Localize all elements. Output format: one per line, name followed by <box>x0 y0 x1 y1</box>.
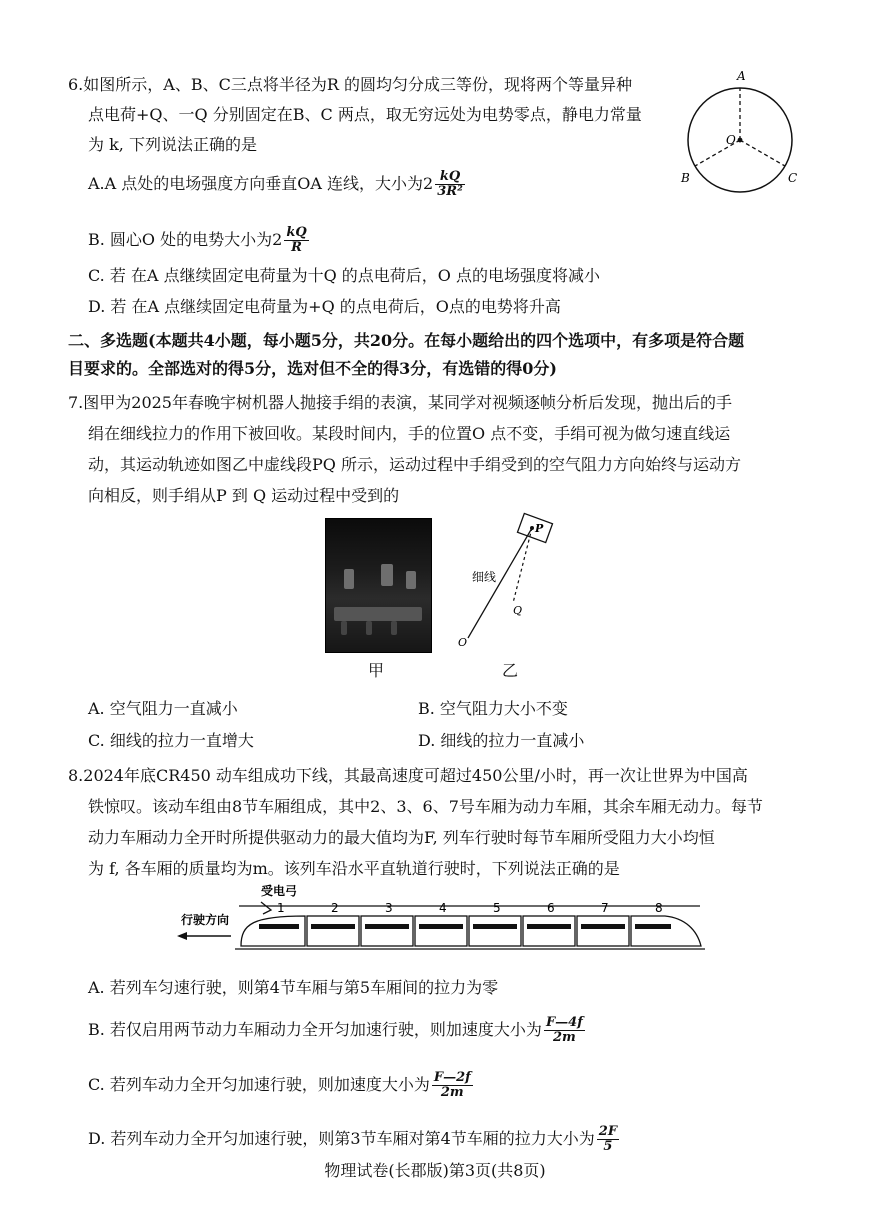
q8-car-number-6: 6 <box>547 901 555 915</box>
q8-option-b-denominator: 2m <box>552 1030 576 1045</box>
q8-car-4-shape <box>415 916 467 946</box>
q8-option-c-fraction <box>432 1071 473 1100</box>
q6-option-b <box>88 226 311 255</box>
q7-figure-jia-caption: 甲 <box>368 661 385 680</box>
q8-option-d-numerator: 2F <box>598 1124 618 1139</box>
q8-car-number-1: 1 <box>277 901 285 915</box>
q8-option-b-fraction <box>544 1016 585 1045</box>
q6-option-d: D. 若 在A 点继续固定电荷量为+Q 的点电荷后，O点的电势将升高 <box>88 297 561 316</box>
q8-car-8-shape <box>631 916 701 946</box>
q7-option-d: D. 细线的拉力一直减小 <box>418 731 585 750</box>
q6-option-a <box>88 170 467 199</box>
q7-stem-line3: 动，其运动轨迹如图乙中虚线段PQ 所示，运动过程中手绢受到的空气阻力方向始终与运动方 <box>88 455 741 474</box>
q8-car-number-7: 7 <box>601 901 609 915</box>
q8-train-figure <box>175 882 715 954</box>
q8-option-b <box>88 1016 587 1045</box>
q7-option-b: B. 空气阻力大小不变 <box>418 699 568 718</box>
q8-option-b-numerator: F—4f <box>545 1015 583 1030</box>
q6-option-b-denominator: R <box>291 240 302 255</box>
q8-stem-line4: 为 f, 各车厢的质量均为m。该列车沿水平直轨道行驶时，下列说法正确的是 <box>88 859 620 878</box>
q6-option-a-fraction <box>435 170 465 199</box>
q8-option-d-denominator: 5 <box>603 1139 613 1154</box>
q7-label-p: P <box>535 522 544 535</box>
q7-label-q: Q <box>513 604 523 617</box>
q8-car-number-2: 2 <box>331 901 339 915</box>
q7-figure-yi-diagram <box>450 510 560 655</box>
q6-option-b-fraction <box>284 226 308 255</box>
q8-car-number-4: 4 <box>439 901 447 915</box>
q6-stem-line1: 6.如图所示，A、B、C三点将半径为R 的圆均匀分成三等份，现将两个等量异种 <box>68 75 632 94</box>
q8-direction-arrow-icon <box>177 932 187 940</box>
q8-stem-line2: 铁惊叹。该动车组由8节车厢组成，其中2、3、6、7号车厢为动力车厢，其余车厢无动力。每节 <box>88 797 763 816</box>
q8-car-number-5: 5 <box>493 901 501 915</box>
q6-label-c: C <box>788 171 798 185</box>
q8-option-a: A. 若列车匀速行驶，则第4节车厢与第5车厢间的拉力为零 <box>88 978 499 997</box>
q8-pantograph-icon <box>261 902 271 914</box>
q8-option-b-text: B. 若仅启用两节动力车厢动力全开匀加速行驶，则加速度大小为 <box>88 1020 542 1039</box>
q6-circle-figure <box>680 68 800 193</box>
q7-path-pq <box>513 528 532 603</box>
q8-car-3-shape <box>361 916 413 946</box>
q8-option-d-text: D. 若列车动力全开匀加速行驶，则第3节车厢对第4节车厢的拉力大小为 <box>88 1129 595 1148</box>
q6-option-b-numerator: kQ <box>286 225 307 240</box>
q6-option-c: C. 若 在A 点继续固定电荷量为十Q 的点电荷后，O 点的电场强度将减小 <box>88 266 600 285</box>
q8-stem-line3: 动力车厢动力全开时所提供驱动力的最大值均为F, 列车行驶时每节车厢所受阻力大小均恒 <box>88 828 715 847</box>
q7-label-o: O <box>458 636 468 649</box>
q7-stem-line4: 向相反，则手绢从P 到 Q 运动过程中受到的 <box>88 486 400 505</box>
q6-option-a-denominator: 3R² <box>437 184 463 199</box>
q6-radius-oc <box>740 140 785 166</box>
section2-heading-line1: 二、多选题(本题共4小题，每小题5分，共20分。在每小题给出的四个选项中，有多项是符合题 <box>68 331 745 350</box>
q8-option-d-fraction <box>597 1125 619 1154</box>
q7-stem-line1: 7.图甲为2025年春晚宇树机器人抛接手绢的表演，某同学对视频逐帧分析后发现，抛出后的手 <box>68 393 732 412</box>
q8-label-pantograph: 受电弓 <box>261 884 298 898</box>
q8-car-number-8: 8 <box>655 901 663 915</box>
q7-label-string: 细线 <box>472 570 497 584</box>
q7-option-c: C. 细线的拉力一直增大 <box>88 731 254 750</box>
q8-option-c-text: C. 若列车动力全开匀加速行驶，则加速度大小为 <box>88 1075 430 1094</box>
q7-option-a: A. 空气阻力一直减小 <box>88 699 238 718</box>
q8-option-c <box>88 1071 475 1100</box>
section2-heading-line2: 目要求的。全部选对的得5分，选对但不全的得3分，有选错的得0分) <box>68 359 557 378</box>
q7-figure-jia-photo <box>325 518 432 653</box>
q6-option-b-text: B. 圆心O 处的电势大小为2 <box>88 230 283 249</box>
q8-label-direction: 行驶方向 <box>181 913 230 927</box>
q7-stem-line2: 绢在细线拉力的作用下被回收。某段时间内，手的位置O 点不变，手绢可视为做匀速直线运 <box>88 424 731 443</box>
q6-center-dot <box>738 138 743 143</box>
q8-option-c-denominator: 2m <box>440 1085 464 1100</box>
q8-car-number-3: 3 <box>385 901 393 915</box>
q6-option-a-text: A.A 点处的电场强度方向垂直OA 连线，大小为2 <box>88 174 434 193</box>
q8-car-1-shape <box>241 916 305 946</box>
q6-stem-line3: 为 k, 下列说法正确的是 <box>88 135 257 154</box>
q8-option-c-numerator: F—2f <box>433 1070 471 1085</box>
q7-figure-yi-caption: 乙 <box>502 661 519 680</box>
q8-car-6-shape <box>523 916 575 946</box>
q8-option-d <box>88 1125 621 1154</box>
q8-stem-line1: 8.2024年底CR450 动车组成功下线，其最高速度可超过450公里/小时，再一次让世界为中国高 <box>68 766 748 785</box>
q8-car-5-shape <box>469 916 521 946</box>
q6-label-a: A <box>737 69 746 83</box>
page-footer: 物理试卷(长郡版)第3页(共8页) <box>324 1161 546 1180</box>
q6-label-o: O <box>726 133 736 147</box>
q8-car-7-shape <box>577 916 629 946</box>
q6-label-b: B <box>681 171 690 185</box>
q8-car-2-shape <box>307 916 359 946</box>
q6-stem-line2: 点电荷+Q、一Q 分别固定在B、C 两点，取无穷远处为电势零点，静电力常量 <box>88 105 642 124</box>
q6-option-a-numerator: kQ <box>435 170 465 185</box>
